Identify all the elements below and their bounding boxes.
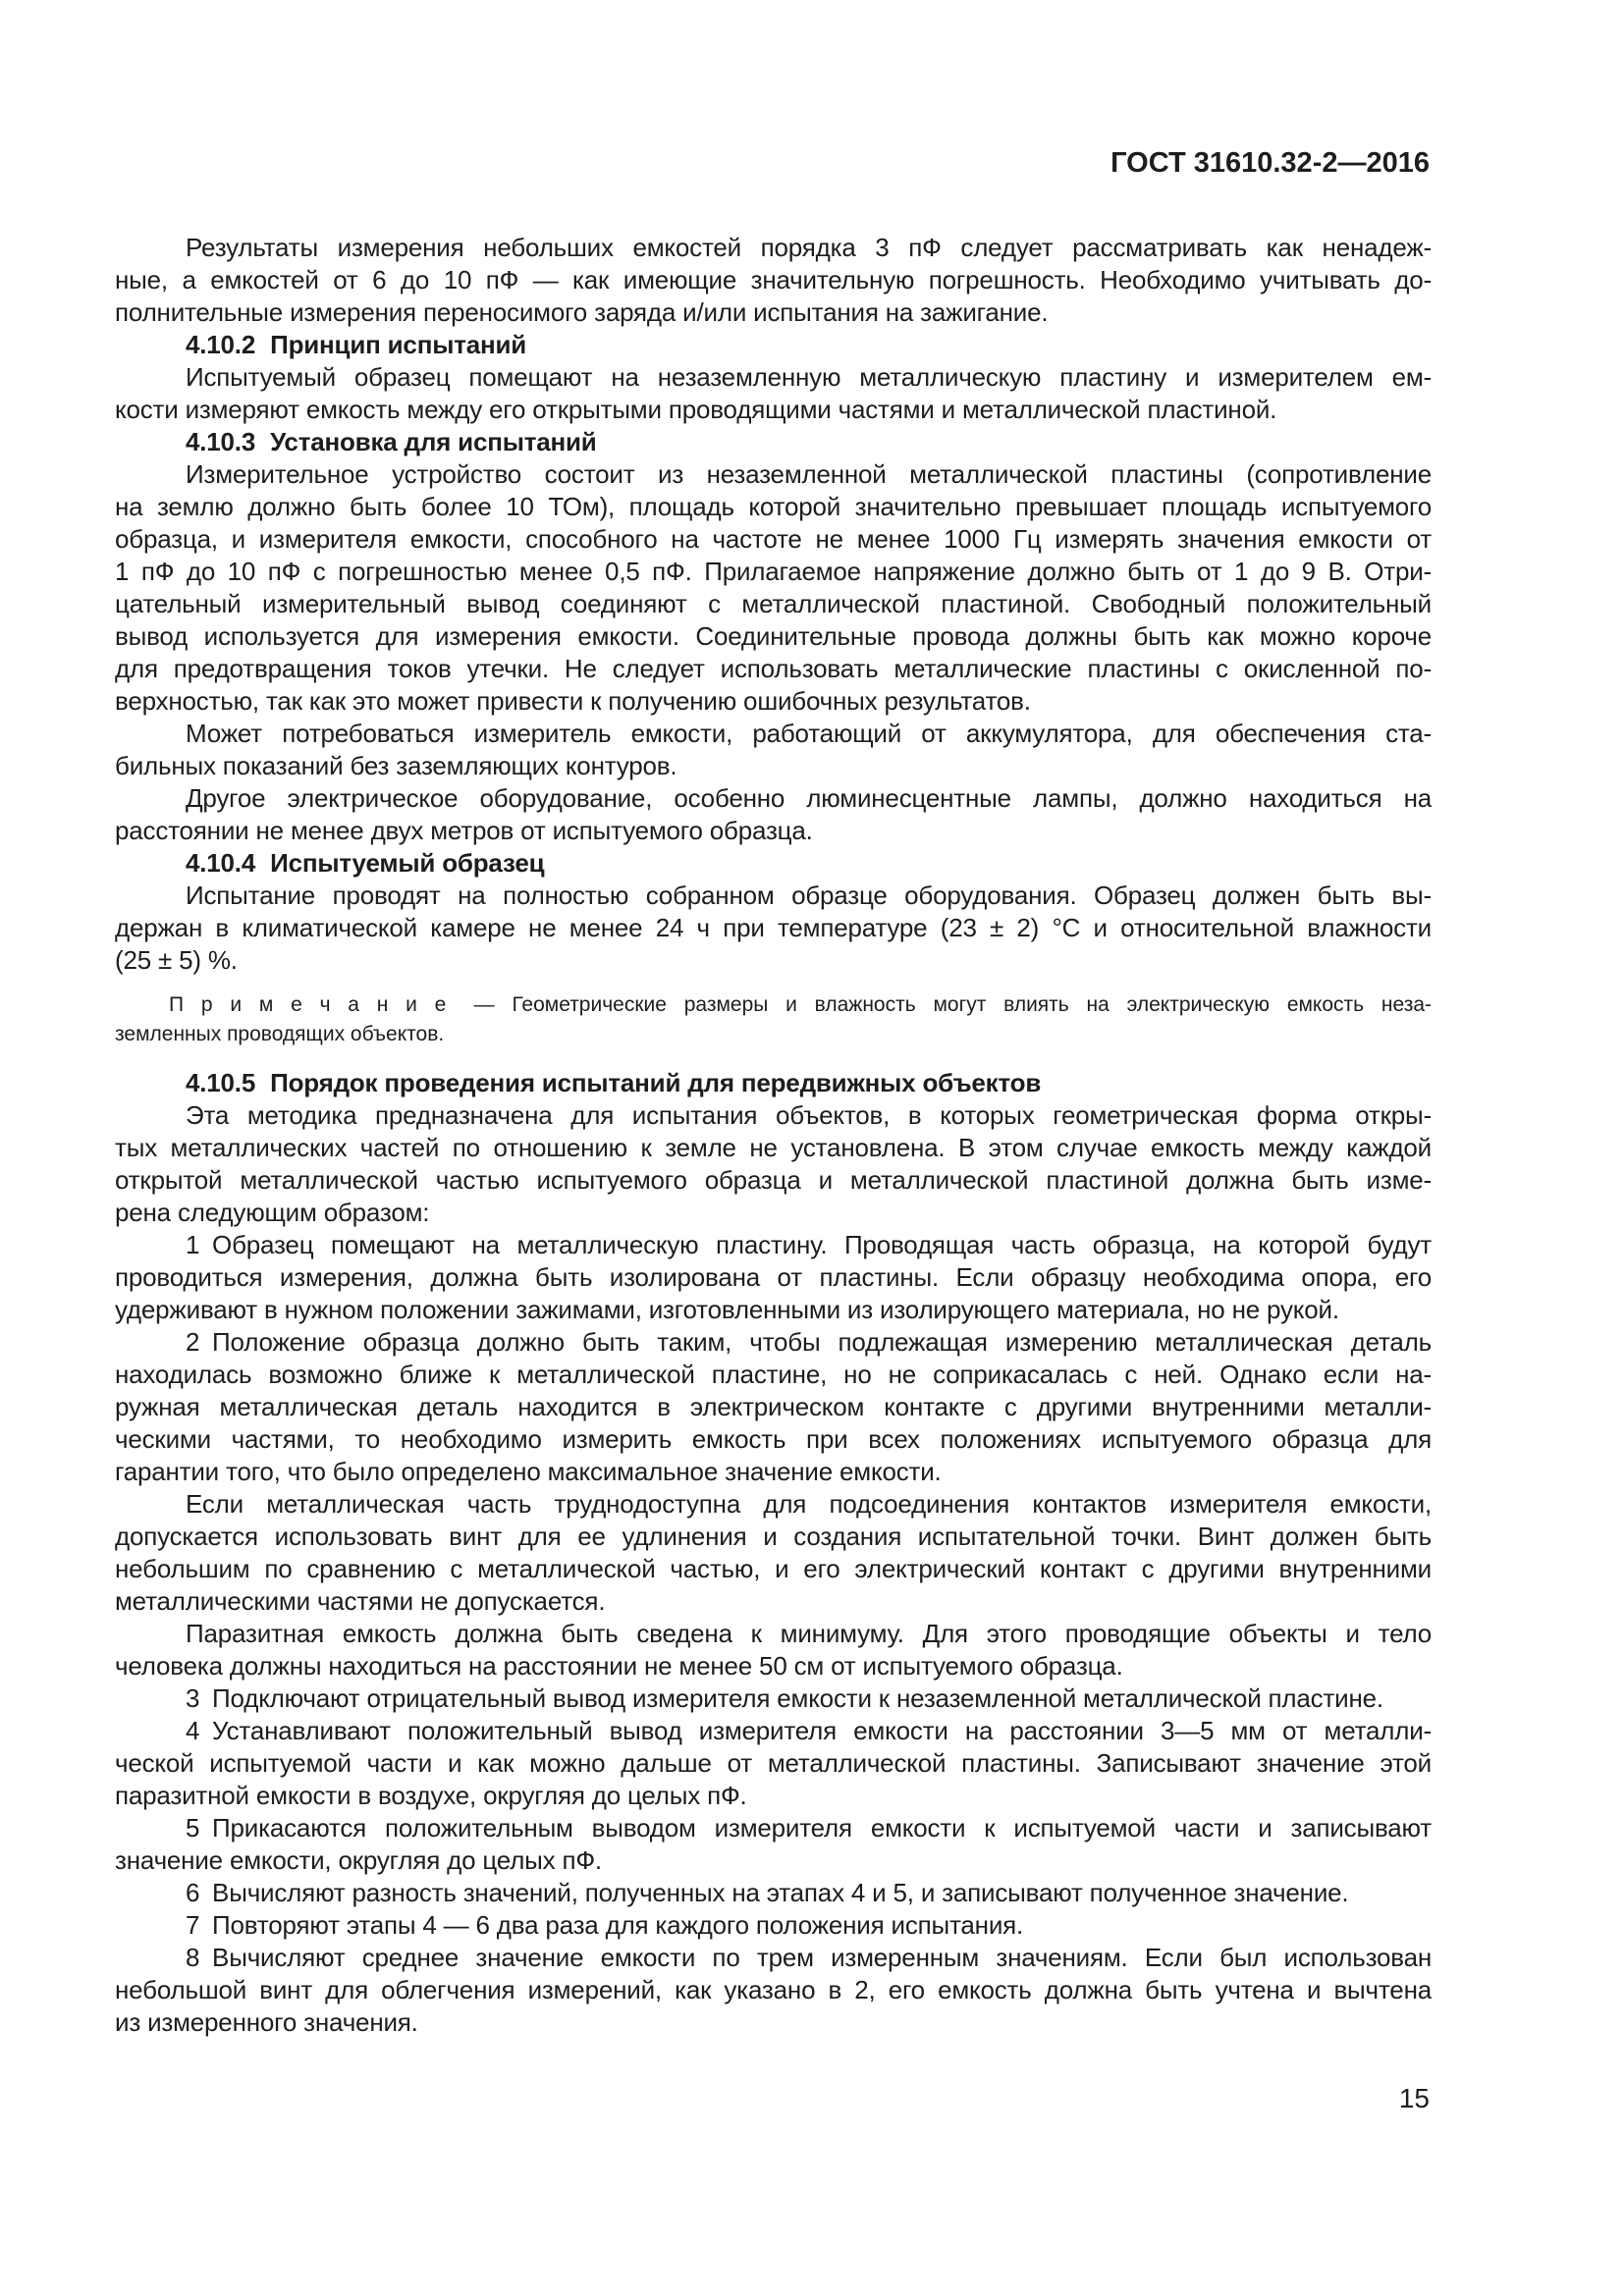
text-line: 7 Повторяют этапы 4 — 6 два раза для каждого положения испытания. — [186, 1910, 1024, 1940]
paragraph — [115, 1942, 1432, 2039]
section-number: 4.10.5 — [186, 1068, 256, 1097]
section-title: Установка для испытаний — [270, 427, 597, 456]
paragraph — [115, 1877, 1432, 1909]
paragraph — [115, 1229, 1432, 1326]
text-line: (25 ± 5) %. — [115, 945, 238, 975]
paragraph — [115, 361, 1432, 426]
paragraph — [115, 1488, 1432, 1618]
paragraph — [115, 1326, 1432, 1488]
text-line: 4 Устанавливают положительный вывод измерителя емкости на расстоянии 3—5 мм от металли- — [186, 1716, 1432, 1745]
text-line: 3 Подключают отрицательный вывод измерителя емкости к незаземленной металлической пластине. — [186, 1683, 1383, 1713]
text-line: удерживают в нужном положении зажимами, изготовленными из изолирующего материала, но не рукой. — [115, 1295, 1339, 1324]
text-line: находилась возможно ближе к металлической пластине, но не соприкасалась с ней. Однако если на- — [115, 1360, 1432, 1389]
note-paragraph — [115, 990, 1432, 1049]
text-line: держан в климатической камере не менее 24 ч при температуре (23 ± 2) °С и относительной влажности — [115, 913, 1432, 942]
text-line: гарантии того, что было определено максимальное значение емкости. — [115, 1457, 942, 1486]
standard-number-header: ГОСТ 31610.32-2—2016 — [1110, 147, 1430, 179]
text-line: П р и м е ч а н и е — Геометрические размеры и влажность могут влиять на электрическую емкость неза- — [169, 993, 1432, 1016]
text-line: небольшим по сравнению с металлической частью, и его электрический контакт с другими внутренними — [115, 1554, 1432, 1583]
text-line: ческой испытуемой части и как можно дальше от металлической пластины. Записывают значение этой — [115, 1748, 1432, 1778]
section-title: Порядок проведения испытаний для передвижных объектов — [270, 1068, 1042, 1097]
text-line: металлическими частями не допускается. — [115, 1586, 606, 1616]
text-line: допускается использовать винт для ее удлинения и создания испытательной точки. Винт должен быть — [115, 1522, 1432, 1551]
text-line: цательный измерительный вывод соединяют с металлической пластиной. Свободный положительный — [115, 589, 1432, 618]
text-line: рена следующим образом: — [115, 1198, 430, 1227]
section-number: 4.10.3 — [186, 427, 256, 456]
section-number: 4.10.2 — [186, 330, 256, 359]
paragraph — [115, 718, 1432, 782]
section-title: Испытуемый образец — [270, 848, 545, 878]
text-line: кости измеряют емкость между его открытыми проводящими частями и металлической пластиной. — [115, 395, 1277, 424]
text-line: 6 Вычисляют разность значений, полученных на этапах 4 и 5, и записывают полученное значение. — [186, 1878, 1349, 1907]
text-line: на землю должно быть более 10 ТОм), площадь которой значительно превышает площадь испытуемого — [115, 492, 1432, 521]
paragraph — [115, 880, 1432, 977]
text-line: 2 Положение образца должно быть таким, чтобы подлежащая измерению металлическая деталь — [186, 1327, 1432, 1357]
text-line: для предотвращения токов утечки. Не следует использовать металлические пластины с окисленной по- — [115, 654, 1432, 683]
text-line: человека должны находиться на расстоянии не менее 50 см от испытуемого образца. — [115, 1651, 1123, 1681]
text-line: Испытание проводят на полностью собранном образце оборудования. Образец должен быть вы- — [186, 881, 1432, 910]
text-line: Паразитная емкость должна быть сведена к минимуму. Для этого проводящие объекты и тело — [186, 1619, 1432, 1648]
text-line: бильных показаний без заземляющих контуров. — [115, 751, 677, 780]
text-line: ружная металлическая деталь находится в электрическом контакте с другими внутренними металли- — [115, 1392, 1432, 1421]
text-line: из измеренного значения. — [115, 2007, 418, 2037]
text-line: вывод используется для измерения емкости. Соединительные провода должны быть как можно короче — [115, 621, 1432, 651]
paragraph — [115, 232, 1432, 329]
text-line: Может потребоваться измеритель емкости, работающий от аккумулятора, для обеспечения ста- — [186, 719, 1432, 748]
section-title: Принцип испытаний — [270, 330, 527, 359]
text-line: Эта методика предназначена для испытания объектов, в которых геометрическая форма откры- — [186, 1100, 1432, 1130]
section-heading — [115, 329, 1432, 361]
text-line: 1 Образец помещают на металлическую пластину. Проводящая часть образца, на которой будут — [186, 1230, 1432, 1259]
text-line: Другое электрическое оборудование, особенно люминесцентные лампы, должно находиться на — [186, 783, 1432, 813]
paragraph — [115, 1099, 1432, 1229]
text-line: значение емкости, округляя до целых пФ. — [115, 1845, 602, 1875]
paragraph — [115, 1909, 1432, 1942]
text-line: расстоянии не менее двух метров от испытуемого образца. — [115, 816, 813, 845]
section-heading — [115, 847, 1432, 880]
text-line: открытой металлической частью испытуемого образца и металлической пластиной должна быть изме- — [115, 1165, 1432, 1195]
text-line: проводиться измерения, должна быть изолирована от пластины. Если образцу необходима опора, его — [115, 1262, 1432, 1292]
text-line: Если металлическая часть труднодоступна для подсоединения контактов измерителя емкости, — [186, 1489, 1432, 1519]
paragraph — [115, 782, 1432, 847]
section-heading — [115, 1067, 1432, 1099]
text-line: ческими частями, то необходимо измерить емкость при всех положениях испытуемого образца для — [115, 1424, 1432, 1454]
text-line: 8 Вычисляют среднее значение емкости по трем измеренным значениям. Если был использован — [186, 1943, 1432, 1972]
page-number: 15 — [1398, 2083, 1430, 2113]
text-line: паразитной емкости в воздухе, округляя до целых пФ. — [115, 1781, 747, 1810]
text-line: земленных проводящих объектов. — [115, 1023, 445, 1045]
paragraph — [115, 1715, 1432, 1812]
text-line: ные, а емкостей от 6 до 10 пФ — как имеющие значительную погрешность. Необходимо учитывать до- — [115, 265, 1432, 294]
section-number: 4.10.4 — [186, 848, 256, 878]
paragraph — [115, 458, 1432, 718]
text-line: Измерительное устройство состоит из незаземленной металлической пластины (сопротивление — [186, 459, 1432, 489]
paragraph — [115, 1812, 1432, 1877]
text-line: образца, и измерителя емкости, способного на частоте не менее 1000 Гц измерять значения емкости от — [115, 524, 1432, 554]
text-line: тых металлических частей по отношению к земле не установлена. В этом случае емкость между каждой — [115, 1133, 1432, 1162]
section-heading — [115, 426, 1432, 458]
text-line: 5 Прикасаются положительным выводом измерителя емкости к испытуемой части и записывают — [186, 1813, 1432, 1842]
paragraph — [115, 1618, 1432, 1682]
text-line: небольшой винт для облегчения измерений, как указано в 2, его емкость должна быть учтена и вычтена — [115, 1975, 1432, 2004]
paragraph — [115, 1682, 1432, 1715]
text-line: 1 пФ до 10 пФ с погрешностью менее 0,5 пФ. Прилагаемое напряжение должно быть от 1 до 9 В. Отри- — [115, 557, 1432, 586]
document-body — [115, 232, 1432, 2039]
text-line: Результаты измерения небольших емкостей порядка 3 пФ следует рассматривать как ненадеж- — [186, 233, 1432, 262]
text-line: Испытуемый образец помещают на незаземленную металлическую пластину и измерителем ем- — [186, 362, 1432, 392]
text-line: полнительные измерения переносимого заряда и/или испытания на зажигание. — [115, 297, 1049, 327]
text-line: верхностью, так как это может привести к получению ошибочных результатов. — [115, 686, 1031, 716]
